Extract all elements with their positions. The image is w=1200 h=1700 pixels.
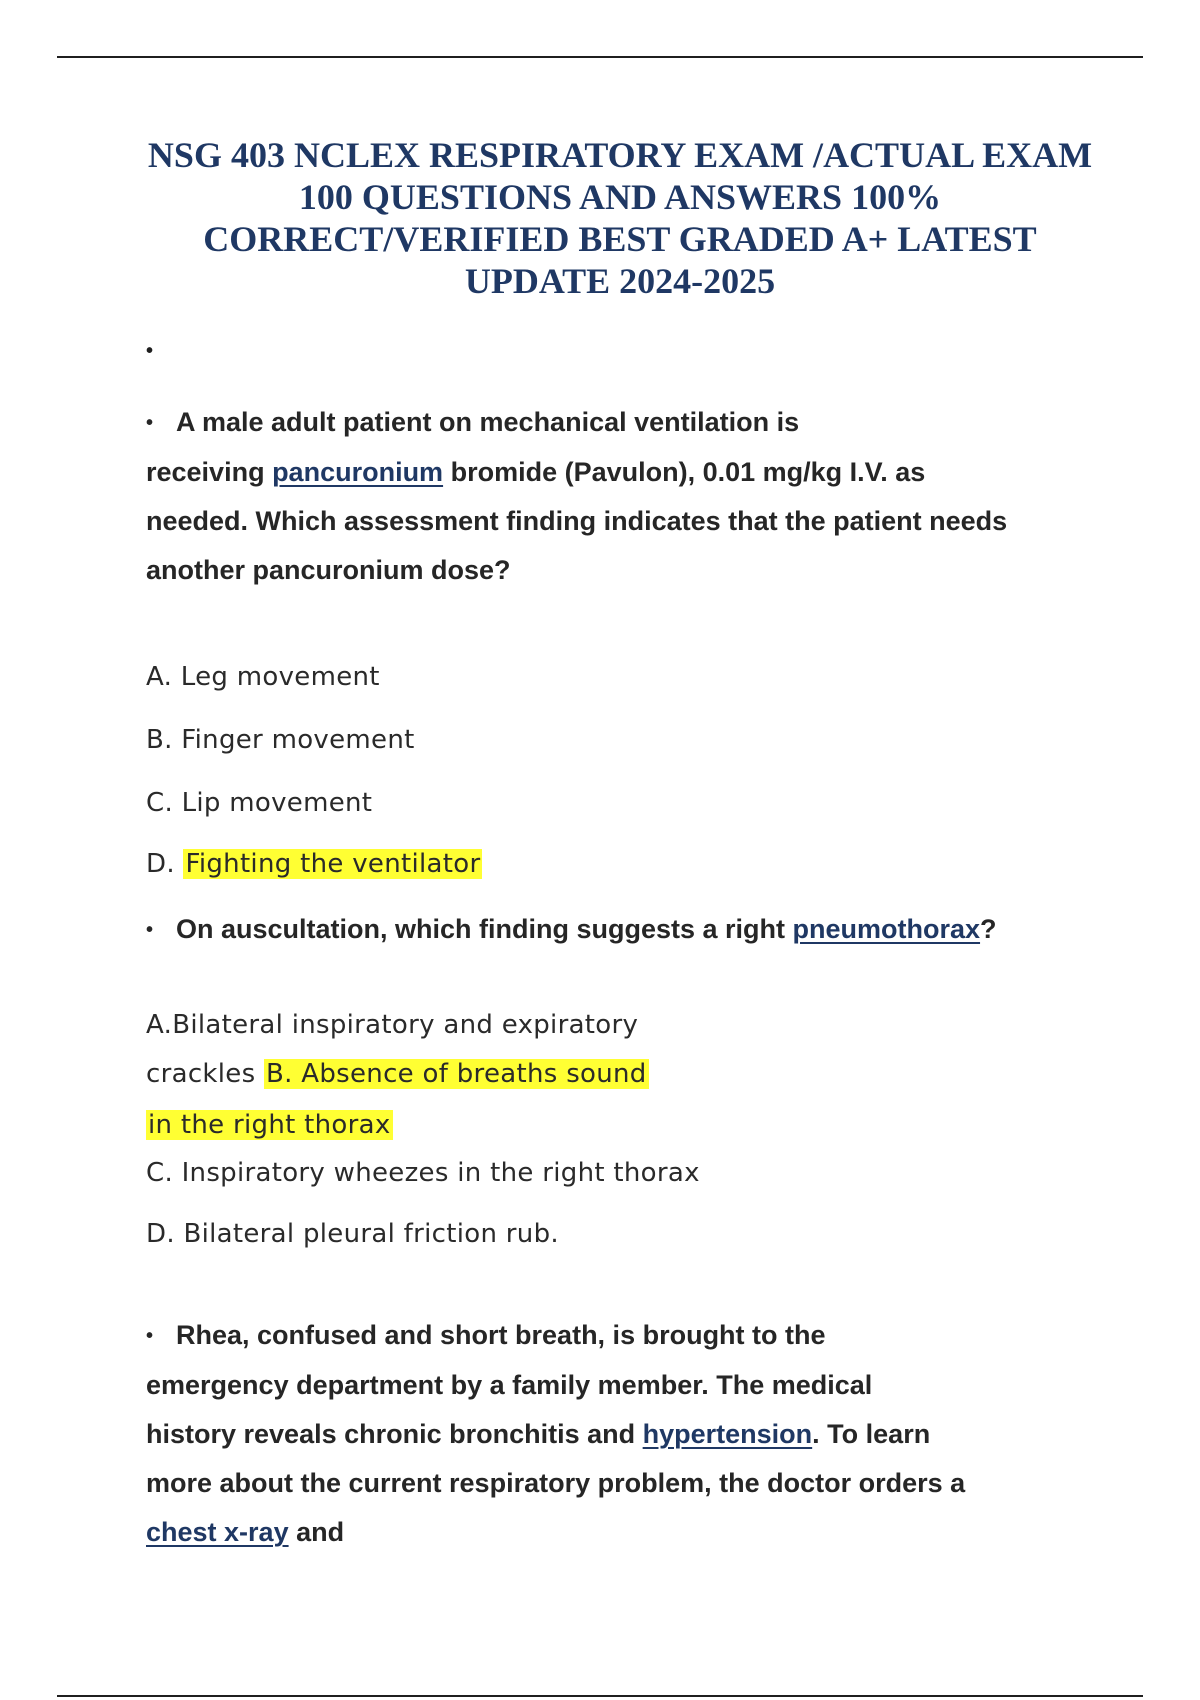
q1-option-b <box>146 725 415 755</box>
option-letter: D. <box>146 849 175 879</box>
q3-line-1: Rhea, confused and short breath, is brought to the <box>176 1320 826 1350</box>
question-2 <box>146 905 997 955</box>
title-line-1: NSG 403 NCLEX RESPIRATORY EXAM /ACTUAL EXAM <box>147 135 1093 175</box>
document-title <box>60 134 1180 302</box>
option-letter: C. <box>146 788 174 818</box>
bullet-icon: • <box>146 1325 154 1347</box>
q3-line-3-pre: history reveals chronic bronchitis and <box>146 1419 643 1449</box>
q3-line-5-post: and <box>288 1517 345 1547</box>
bullet-icon: • <box>146 919 154 941</box>
q1-line-1: A male adult patient on mechanical ventilation is <box>176 407 800 437</box>
q1-line-2-post: bromide (Pavulon), 0.01 mg/kg I.V. as <box>443 457 926 487</box>
empty-bullet: • <box>146 340 154 362</box>
pneumothorax-link[interactable]: pneumothorax <box>792 914 981 944</box>
bullet-icon: • <box>146 412 154 434</box>
option-letter: A. <box>146 662 173 692</box>
q1-option-a <box>146 662 380 692</box>
q1-line-3: needed. Which assessment finding indicates that the patient needs <box>146 506 1008 536</box>
option-text: Finger movement <box>181 725 415 755</box>
pancuronium-link[interactable]: pancuronium <box>272 457 444 487</box>
q2-text-pre: On auscultation, which finding suggests a right <box>176 914 793 944</box>
top-divider <box>57 56 1143 58</box>
option-text: Leg movement <box>180 662 380 692</box>
q3-line-3-post: . To learn <box>812 1419 931 1449</box>
bottom-divider <box>57 1695 1143 1697</box>
highlighted-answer: Fighting the ventilator <box>185 849 481 879</box>
q2-option-a-b-line <box>146 1059 649 1089</box>
hypertension-link[interactable]: hypertension <box>642 1419 813 1449</box>
q1-option-d <box>146 849 482 879</box>
q2-option-a-line-1: A.Bilateral inspiratory and expiratory <box>146 1010 639 1040</box>
question-3 <box>146 1311 965 1557</box>
title-line-4: UPDATE 2024-2025 <box>464 261 776 301</box>
q2-text-post: ? <box>980 914 997 944</box>
question-1 <box>146 398 1007 595</box>
q2-option-a-line-2: crackles <box>146 1059 264 1089</box>
option-text: Lip movement <box>181 788 373 818</box>
title-line-3: CORRECT/VERIFIED BEST GRADED A+ LATEST <box>203 219 1037 259</box>
chest-x-ray-link[interactable]: chest x-ray <box>146 1517 289 1547</box>
q2-option-b-line-2 <box>146 1110 393 1140</box>
q1-line-2-pre: receiving <box>146 457 273 487</box>
highlighted-answer-cont: in the right thorax <box>148 1110 391 1140</box>
option-letter: B. <box>146 725 173 755</box>
q2-option-d: D. Bilateral pleural friction rub. <box>146 1219 559 1249</box>
highlighted-answer: B. Absence of breaths sound <box>266 1059 647 1089</box>
q1-option-c <box>146 788 372 818</box>
title-line-2: 100 QUESTIONS AND ANSWERS 100% <box>298 177 942 217</box>
q1-line-4: another pancuronium dose? <box>146 555 511 585</box>
q2-option-c: C. Inspiratory wheezes in the right thorax <box>146 1158 700 1188</box>
q3-line-4: more about the current respiratory problem, the doctor orders a <box>146 1468 966 1498</box>
q3-line-2: emergency department by a family member. The medical <box>146 1370 873 1400</box>
